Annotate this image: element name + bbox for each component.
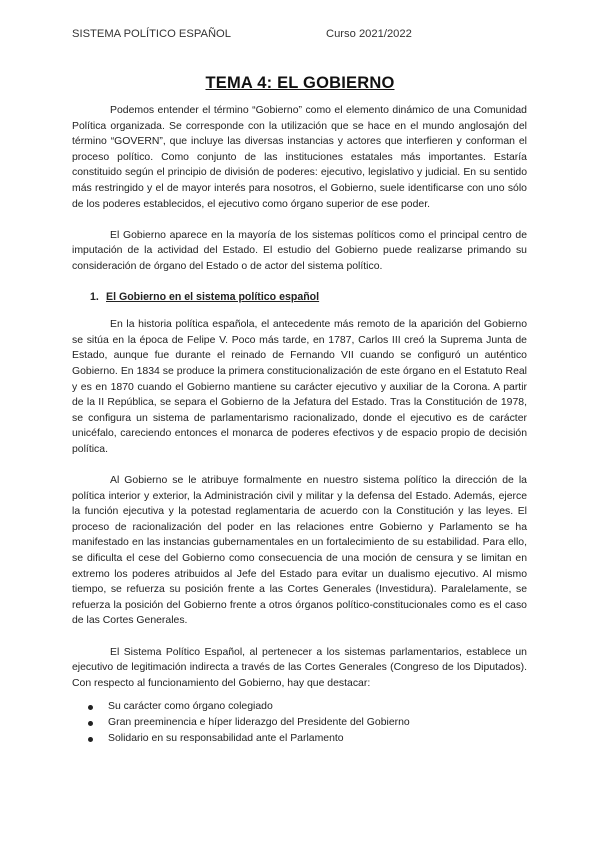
list-item: Gran preeminencia e híper liderazgo del Presidente del Gobierno bbox=[72, 715, 527, 731]
header-course: Curso 2021/2022 bbox=[326, 28, 412, 40]
paragraph-gobierno-sistemas: El Gobierno aparece en la mayoría de los sistemas políticos como el principal centro de imputación de la actividad del Estado. El estudio del Gobierno puede realizarse primando su consideración de órgano del Estado o de actor del sistema político. bbox=[72, 229, 527, 272]
bullet-icon bbox=[88, 721, 93, 726]
section-heading-1 bbox=[72, 290, 527, 306]
header-subject: SISTEMA POLÍTICO ESPAÑOL bbox=[72, 28, 231, 40]
features-list bbox=[72, 699, 527, 746]
document-body bbox=[72, 103, 527, 746]
paragraph-sistema-parlamentario: El Sistema Político Español, al pertenecer a los sistemas parlamentarios, establece un ejecutivo de legitimación indirecta a través de las Cortes Generales (Congreso de los Diputados). Con respecto al funcionamiento del Gobierno, hay que destacar: bbox=[72, 646, 527, 689]
list-item: Su carácter como órgano colegiado bbox=[72, 699, 527, 715]
paragraph-atribuciones: Al Gobierno se le atribuye formalmente en nuestro sistema político la dirección de la política interior y exterior, la Administración civil y militar y la defensa del Estado. Además, ejerce la función ejecutiva y la potestad reglamentaria de acuerdo con la Constitución y las leyes. El proceso de racionalización del poder en las relaciones entre Gobierno y Parlamento se ha manifestado en las instancias gubernamentales en un fortalecimiento de su estabilidad. Para ello, se dificulta el cese del Gobierno como consecuencia de una moción de censura y se limitan en extremo los poderes atribuidos al Jefe del Estado para evitar un dualismo ejecutivo. Al mismo tiempo, se refuerza su posición frente a las Cortes Generales (Investidura). Paralelamente, se refuerza la posición del Gobierno frente a otros órganos político-constitucionales como es el caso de las Cortes Generales. bbox=[72, 475, 527, 627]
section-title: El Gobierno en el sistema político español bbox=[106, 290, 320, 303]
section-number: 1. bbox=[90, 290, 99, 303]
paragraph-intro: Podemos entender el término “Gobierno” como el elemento dinámico de una Comunidad Política organizada. Se corresponde con la utilización que se hace en el mundo anglosajón del término “GOVERN”, que incluye las diversas instancias y actores que interfieren y conforman el proceso político. Como conjunto de las instituciones estatales más importantes. Estaría constituido según el principio de división de poderes: ejecutivo, legislativo y judicial. En su sentido más restringido y el de mayor interés para nosotros, el Gobierno, suele identificarse con uno sólo de los poderes establecidos, el ejecutivo como órgano superior de ese poder. bbox=[72, 105, 527, 210]
page-title: TEMA 4: EL GOBIERNO bbox=[205, 74, 395, 92]
paragraph-historia: En la historia política española, el antecedente más remoto de la aparición del Gobierno se sitúa en la época de Felipe V. Poco más tarde, en 1787, Carlos III creó la Suprema Junta de Estado, aunque fue durante el reinado de Fernando VII cuando se configuró un auténtico Gobierno. En 1834 se produce la primera constitucionalización de este órgano en el Estatuto Real y es en 1870 cuando el Gobierno mantiene su carácter ejecutivo y auxiliar de la Corona. A partir de la II República, se separa el Gobierno de la Jefatura del Estado. Tras la Constitución de 1978, se configura un sistema de parlamentarismo racionalizado, donde el ejecutivo es de carácter unicéfalo, careciendo entonces el monarca de poderes efectivos y de espacio propio de decisión política. bbox=[72, 319, 527, 455]
list-item: Solidario en su responsabilidad ante el Parlamento bbox=[72, 731, 527, 747]
bullet-icon bbox=[88, 705, 93, 710]
bullet-icon bbox=[88, 737, 93, 742]
